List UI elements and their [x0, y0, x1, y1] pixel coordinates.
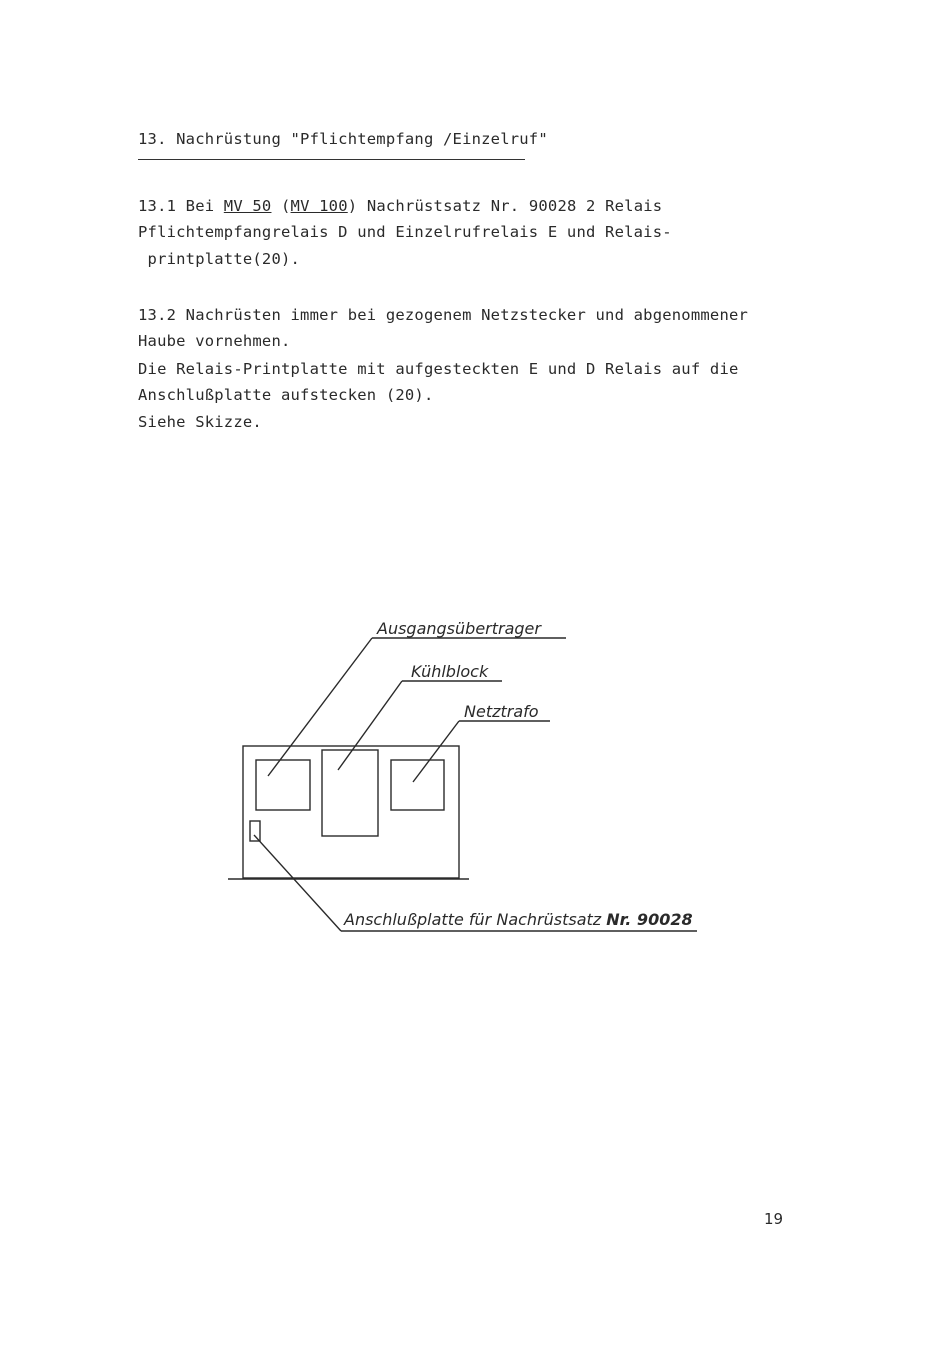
paragraph-13-2-line-4: Anschlußplatte aufstecken (20). [138, 386, 434, 404]
kuehlblock-box [322, 750, 378, 836]
paragraph-13-2-line-5: Siehe Skizze. [138, 413, 262, 431]
paragraph-13-1-line-2: Pflichtempfangrelais D und Einzelrufrelais E und Relais- [138, 223, 672, 241]
label-anschlussplatte-nr: Nr. 90028 [606, 910, 693, 929]
paragraph-13-1-line-3: printplatte(20). [138, 250, 301, 268]
netztrafo-box [391, 760, 444, 810]
section-heading: 13. Nachrüstung "Pflichtempfang /Einzelruf" [138, 130, 548, 148]
leader-netz [413, 721, 459, 782]
model-mv100: MV 100 [290, 197, 348, 215]
anschlussplatte-box [250, 821, 260, 841]
label-kuehlblock: Kühlblock [411, 662, 489, 681]
label-ausgangsuebertrager: Ausgangsübertrager [377, 619, 541, 638]
leader-anschluss [254, 835, 341, 931]
text-prefix: 13.1 Bei [138, 197, 224, 215]
label-anschlussplatte [343, 910, 693, 929]
paragraph-13-2-line-2: Haube vornehmen. [138, 332, 291, 350]
model-mv50: MV 50 [223, 197, 272, 215]
leader-ausgang [268, 638, 372, 776]
ausgangsuebertrager-box [256, 760, 310, 810]
text-rest: ) Nachrüstsatz Nr. 90028 2 Relais [347, 197, 663, 215]
label-anschlussplatte-text: Anschlußplatte für Nachrüstsatz [344, 910, 607, 929]
paragraph-13-2-line-3: Die Relais-Printplatte mit aufgesteckten E und D Relais auf die [138, 360, 739, 378]
page-number: 19 [764, 1210, 784, 1228]
text-paren: ( [271, 197, 291, 215]
label-netztrafo: Netztrafo [464, 702, 539, 721]
leader-kuehl [338, 681, 402, 770]
paragraph-13-2-line-1: 13.2 Nachrüsten immer bei gezogenem Netzstecker und abgenommener [138, 306, 749, 324]
